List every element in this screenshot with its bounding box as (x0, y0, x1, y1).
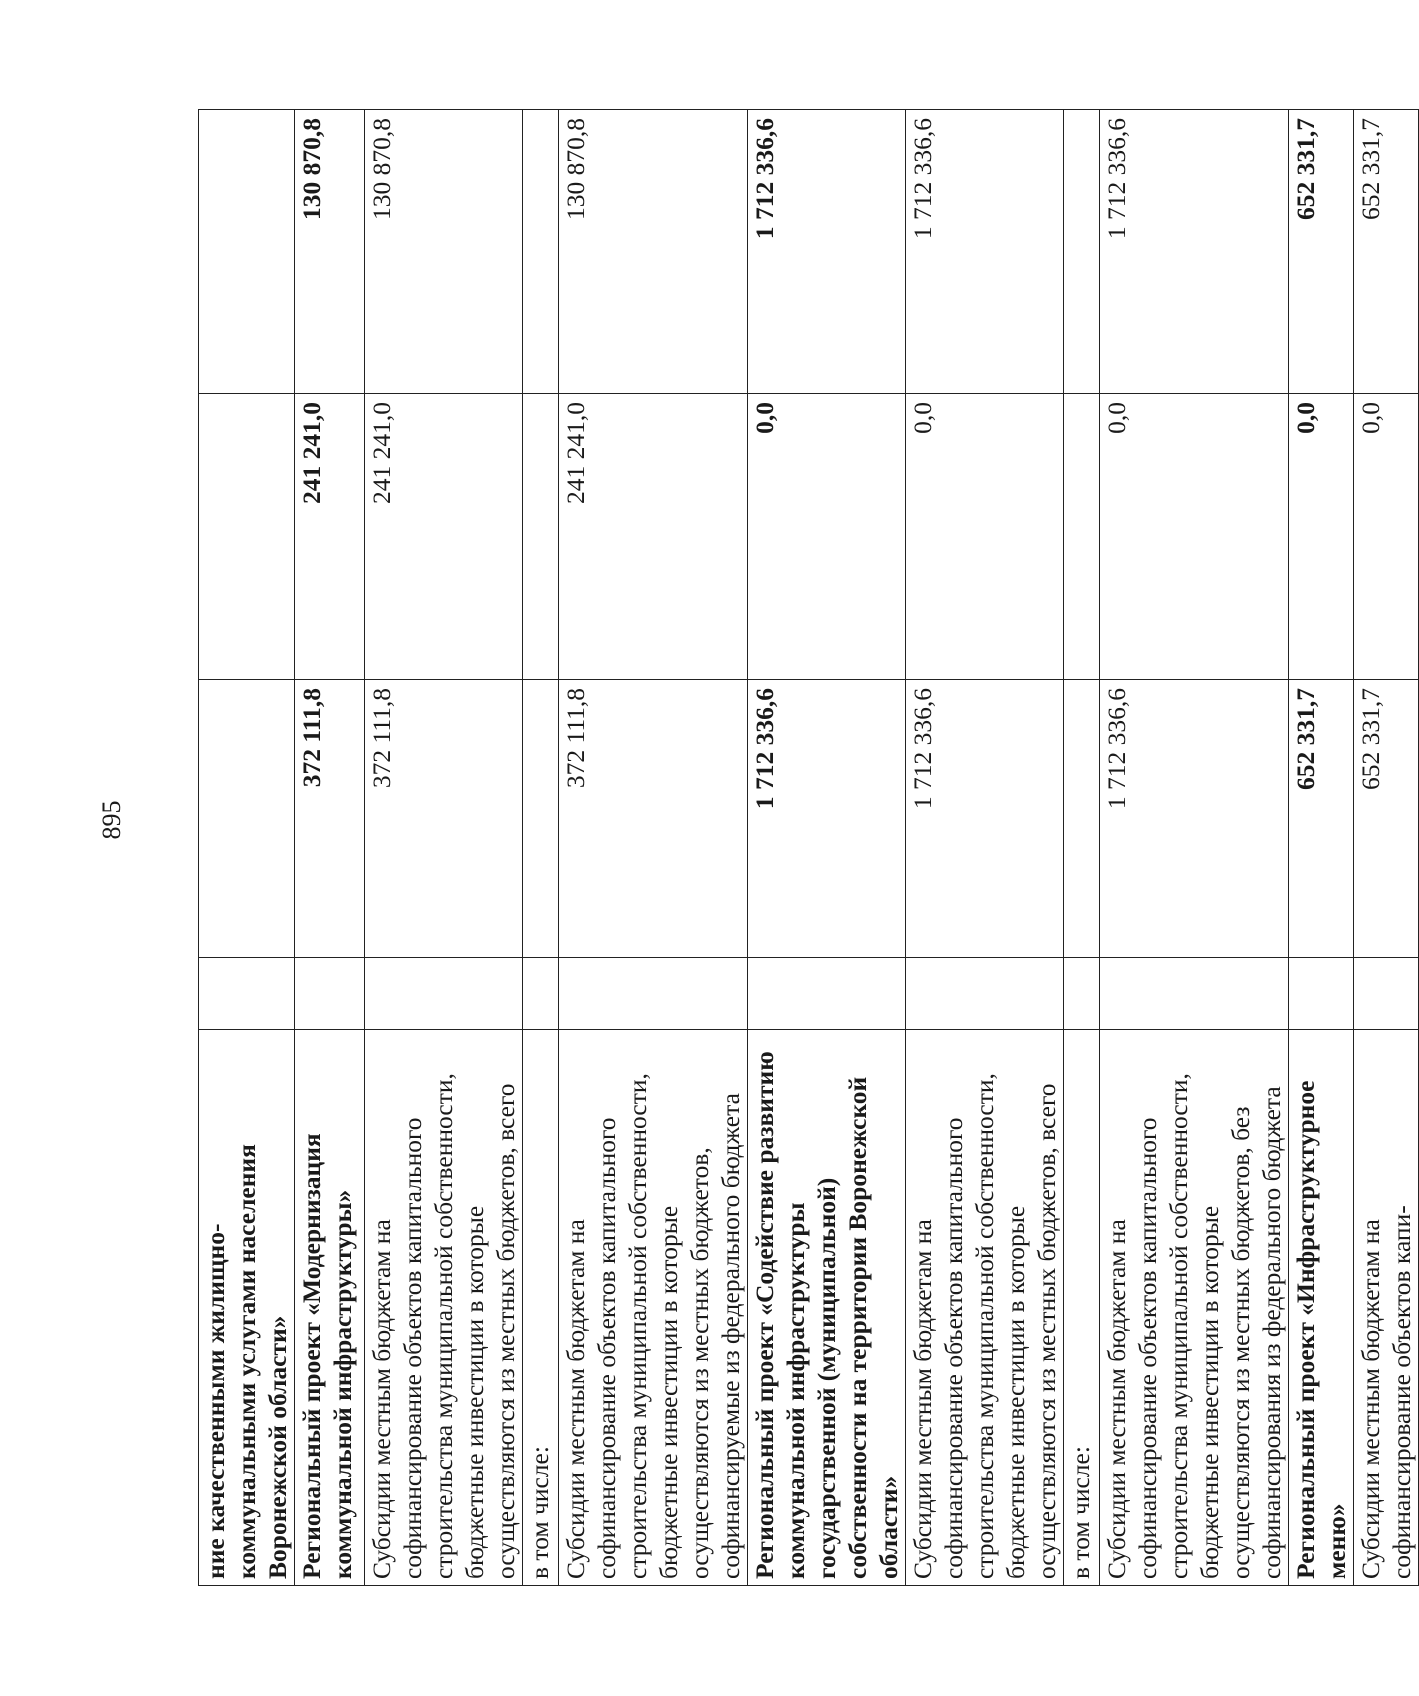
table-row-including (1064, 110, 1100, 1586)
row-value-2: 0,0 (1289, 394, 1354, 680)
row-code (1354, 958, 1419, 1030)
row-value-2: 241 241,0 (365, 394, 523, 680)
row-value-2 (199, 394, 295, 680)
table-row-subsidy-total (906, 110, 1064, 1586)
row-code (1064, 958, 1100, 1030)
table-row-subsidy-federal (559, 110, 748, 1586)
row-name: в том числе: (1064, 1030, 1100, 1586)
row-value-3 (523, 110, 559, 394)
row-value-2 (523, 394, 559, 680)
row-value-3: 130 870,8 (559, 110, 748, 394)
row-name: в том числе: (523, 1030, 559, 1586)
row-value-3: 1 712 336,6 (906, 110, 1064, 394)
row-value-1: 652 331,7 (1354, 680, 1419, 958)
row-value-1: 372 111,8 (295, 680, 365, 958)
row-value-3: 652 331,7 (1354, 110, 1419, 394)
budget-table-container (198, 110, 1416, 1586)
row-value-3: 1 712 336,6 (1100, 110, 1289, 394)
row-value-1: 1 712 336,6 (1100, 680, 1289, 958)
row-value-1: 372 111,8 (365, 680, 523, 958)
row-name: ние качественными жилищно-коммунальными услугами населения Воронежской области» (199, 1030, 295, 1586)
row-name: Региональный проект «Содействие развитию коммунальной инфраструктуры государственной (муниципальной) собственности на территории Воронежской области» (748, 1030, 906, 1586)
row-code (199, 958, 295, 1030)
row-name: Региональный проект «Модернизация коммунальной инфраструктуры» (295, 1030, 365, 1586)
row-value-1 (1064, 680, 1100, 958)
row-value-2: 241 241,0 (295, 394, 365, 680)
row-code (365, 958, 523, 1030)
row-value-1: 372 111,8 (559, 680, 748, 958)
table-row-including (523, 110, 559, 1586)
row-value-1 (523, 680, 559, 958)
table-row-project-modernization (295, 110, 365, 1586)
row-code (1289, 958, 1354, 1030)
row-value-3: 1 712 336,6 (748, 110, 906, 394)
table-row-subsidy-partial (1354, 110, 1419, 1586)
table-row-project-assistance (748, 110, 906, 1586)
budget-table (198, 109, 1419, 1586)
row-value-2: 0,0 (906, 394, 1064, 680)
row-code (906, 958, 1064, 1030)
row-name: Субсидии местным бюджетам на софинансирование объектов капитального строительства муниципальной собственности, бюджетные инвестиции в которые осуществляются из местных бюджетов, всего (365, 1030, 523, 1586)
page-number: 895 (97, 800, 126, 840)
row-value-1: 1 712 336,6 (748, 680, 906, 958)
row-value-2: 0,0 (1100, 394, 1289, 680)
row-value-2: 0,0 (1354, 394, 1419, 680)
row-value-1: 652 331,7 (1289, 680, 1354, 958)
table-row-project-infrastructure-menu (1289, 110, 1354, 1586)
row-name: Субсидии местным бюджетам на софинансирование объектов капитального строительства муниципальной собственности, бюджетные инвестиции в которые осуществляются из местных бюджетов, всего (906, 1030, 1064, 1586)
row-value-3: 652 331,7 (1289, 110, 1354, 394)
row-value-3: 130 870,8 (295, 110, 365, 394)
row-name: Субсидии местным бюджетам на софинансирование объектов капи- (1354, 1030, 1419, 1586)
table-row-continuation (199, 110, 295, 1586)
row-code (559, 958, 748, 1030)
row-value-3: 130 870,8 (365, 110, 523, 394)
row-code (295, 958, 365, 1030)
row-value-2: 0,0 (748, 394, 906, 680)
table-row-subsidy-no-federal (1100, 110, 1289, 1586)
row-value-1 (199, 680, 295, 958)
row-value-3 (1064, 110, 1100, 394)
row-code (523, 958, 559, 1030)
row-value-2 (1064, 394, 1100, 680)
row-value-2: 241 241,0 (559, 394, 748, 680)
table-row-subsidy-total (365, 110, 523, 1586)
row-code (748, 958, 906, 1030)
row-value-1: 1 712 336,6 (906, 680, 1064, 958)
row-code (1100, 958, 1289, 1030)
row-name: Субсидии местным бюджетам на софинансирование объектов капитального строительства муниципальной собственности, бюджетные инвестиции в которые осуществляются из местных бюджетов, без софинансирования из федерального бюджета (1100, 1030, 1289, 1586)
row-name: Региональный проект «Инфраструктурное меню» (1289, 1030, 1354, 1586)
row-value-3 (199, 110, 295, 394)
row-name: Субсидии местным бюджетам на софинансирование объектов капитального строительства муниципальной собственности, бюджетные инвестиции в которые осуществляются из местных бюджетов, софинансируемые из федерального бюджета (559, 1030, 748, 1586)
